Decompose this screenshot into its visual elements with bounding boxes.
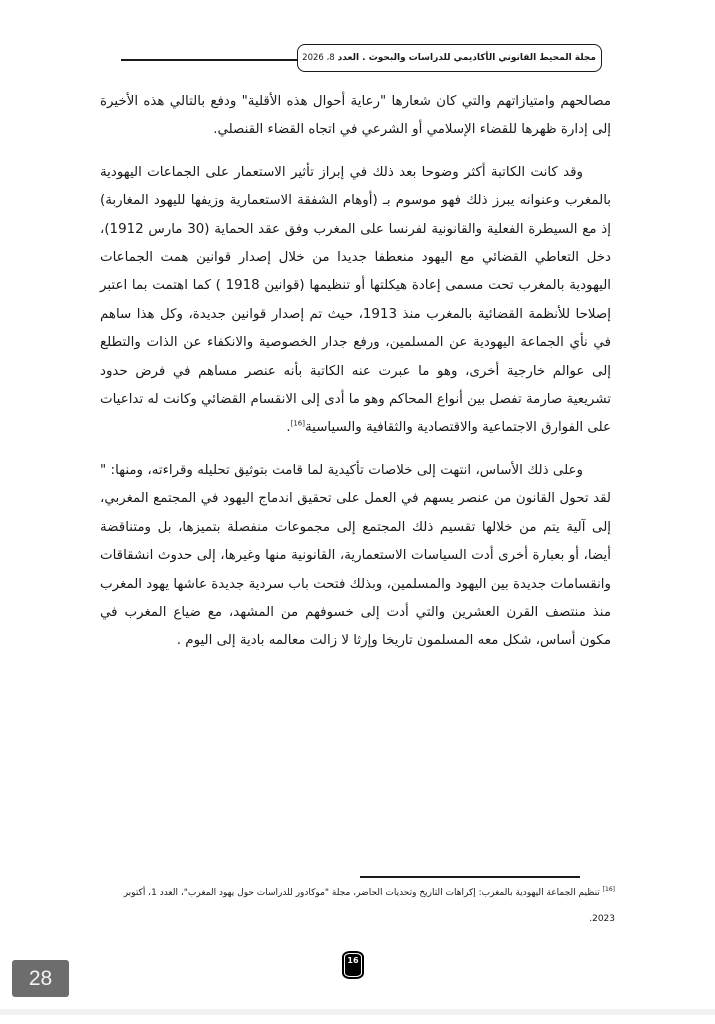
bottom-strip xyxy=(0,1009,715,1015)
header-rule xyxy=(121,59,297,61)
paragraph xyxy=(100,159,611,443)
footnote-separator xyxy=(360,876,580,878)
journal-issue: 8، 2026 xyxy=(302,53,335,63)
page-counter[interactable]: 28 xyxy=(12,960,69,997)
footnote-reference[interactable]: [16] xyxy=(290,420,305,428)
footnote-text: تنظيم الجماعة اليهودية بالمغرب: إكراهات التاريخ وتحديات الحاضر، مجلة "موكادور للدراسات حول يهود المغرب"، العدد 1، أكتوبر 2023. xyxy=(123,888,615,924)
journal-header xyxy=(297,44,602,72)
footnote xyxy=(100,880,615,932)
journal-title: مجلة المحيط القانوني الأكاديمي للدراسات والبحوث . العدد xyxy=(337,53,596,63)
article-body xyxy=(100,88,611,656)
paragraph: وعلى ذلك الأساس، انتهت إلى خلاصات تأكيدية لما قامت بتوثيق تحليله وقراءته، ومنها: " لقد تحول القانون من عنصر يسهم في العمل على تحقيق اندماج اليهود في المجتمع المغربي، إلى آلية يتم من خلالها تقسيم ذلك المجتمع إلى مجموعات منفصلة بتميزها، بل ومتناقضة أيضا، أو بعبارة أخرى أدت السياسات الاستعمارية، القانونية منها وغيرها، إلى حدوث انشقاقات وانقسامات جديدة بين اليهود والمسلمين، وبذلك فتحت باب سردية جديدة عاشها يهود المغرب منذ منتصف القرن العشرين والتي أدت إلى خسوفهم من المشهد، مع ضياع المغرب في مكون أساس، شكل معه المسلمون تاريخا وإرثا لا زالت معالمه بادية إلى اليوم . xyxy=(100,462,611,649)
paragraph: مصالحهم وامتيازاتهم والتي كان شعارها "رعاية أحوال هذه الأقلية" ودفع بالتالي هذه الأخيرة إلى إدارة ظهرها للقضاء الإسلامي أو الشرعي في اتجاه القضاء القنصلي. xyxy=(100,94,611,138)
page-number-badge: 16 xyxy=(342,951,364,979)
paragraph-text: وقد كانت الكاتبة أكثر وضوحا بعد ذلك في إبراز تأثير الاستعمار على الجماعات اليهودية بالمغرب وعنوانه يبرز ذلك فهو موسوم بـ (أوهام الشفقة الاستعمارية وزيفها لليهود المغاربة) إذ مع السيطرة الفعلية والقانونية لفرنسا على المغرب وفق عقد الحماية (30 مارس 1912)، دخل التعاطي القضائي مع اليهود منعطفا جديدا من خلال إصدار قوانين همت الجماعات اليهودية بالمغرب تحت مسمى إعادة هيكلتها أو تنظيمها (قوانين 1918 ) كما اهتمت بما اعتبر إصلاحا للأنظمة القضائية بالمغرب منذ 1913، حيث تم إصدار قوانين جديدة، وكل هذا ساهم في نأي الجماعة اليهودية عن المسلمين، ورفع جدار الخصوصية والانكفاء عن الذات والتطلع إلى عوالم خارجية أخرى، وهو ما عبرت عنه الكاتبة بأنه عنصر مساهم في فرض حدود تشريعية صارمة تفصل بين أنواع المحاكم وهو ما أدى إلى الانقسام القضائي وكانت له تداعيات على الفوارق الاجتماعية والاقتصادية والثقافية والسياسية xyxy=(100,164,611,436)
paragraph-end: . xyxy=(286,420,291,436)
footnote-marker: [16] xyxy=(602,886,615,893)
